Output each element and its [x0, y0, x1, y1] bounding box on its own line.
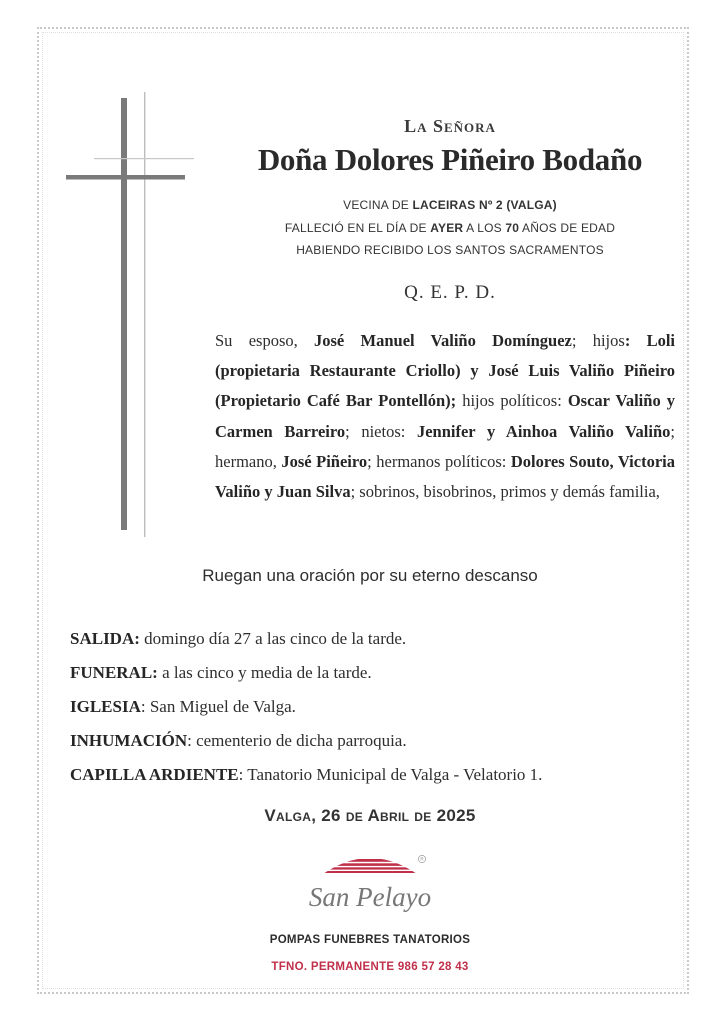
sacraments-line: HABIENDO RECIBIDO LOS SANTOS SACRAMENTOS [296, 243, 604, 257]
death-line: FALLECIÓ EN EL DÍA DE AYER A LOS 70 AÑOS DE EDAD [284, 221, 616, 235]
service-salida: SALIDA: domingo día 27 a las cinco de la tarde. [70, 629, 407, 648]
honorific: La Señora [404, 116, 496, 136]
san-pelayo-logo [295, 850, 445, 920]
residence-line: VECINA DE LACEIRAS Nº 2 (VALGA) [343, 198, 557, 212]
company-phone: TFNO. PERMANENTE 986 57 28 43 [271, 961, 469, 973]
prayer-line: Ruegan una oración por su eterno descanso [202, 566, 538, 585]
dateline: Valga, 26 de Abril de 2025 [264, 806, 476, 825]
logo-text: San Pelayo [308, 882, 432, 912]
deceased-name: Doña Dolores Piñeiro Bodaño [257, 142, 643, 177]
service-capilla: CAPILLA ARDIENTE: Tanatorio Municipal de Valga - Velatorio 1. [70, 765, 543, 784]
service-iglesia: IGLESIA: San Miguel de Valga. [70, 697, 296, 716]
service-inhumacion: INHUMACIÓN: cementerio de dicha parroquia. [70, 731, 407, 750]
company-services: POMPAS FUNEBRES TANATORIOS [269, 934, 471, 946]
registered-mark: R [420, 856, 424, 862]
family-paragraph: Su esposo, José Manuel Valiño Domínguez; hijos: Loli (propietaria Restaurante Criollo) y José Luis Valiño Piñeiro (Propietario Café Bar Pontellón); hijos políticos: Oscar Valiño y Carmen Barreiro; nietos: Jennifer y Ainhoa Valiño Valiño; hermano, José Piñeiro; hermanos políticos: Dolores Souto, Victoria Valiño y Juan Silva; sobrinos, bisobrinos, primos y demás familia, [215, 331, 676, 502]
qepd: Q. E. P. D. [404, 282, 496, 303]
cross-icon [60, 92, 200, 537]
service-funeral: FUNERAL: a las cinco y media de la tarde. [70, 663, 372, 682]
